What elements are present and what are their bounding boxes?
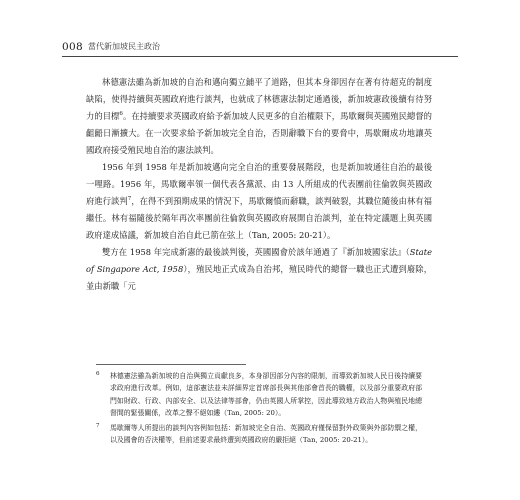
footnote-7: [96, 422, 422, 447]
paragraph-1: [86, 74, 432, 159]
paragraph-2-text: 1956 年到 1958 年是新加坡邁向完全自治的重要發展階段，也是新加坡通往自治的最後一哩路。1956 年，馬歇爾率領一個代表各黨派、由 13 人所組成的代表團前往倫敦與英國政府進行談判: [86, 162, 432, 206]
paragraph-3-text-b: ），殖民地正式成為自治邦，殖民時代的總督一職也正式遭到廢除，並由新職「元: [86, 264, 432, 291]
footnote-text: 馬歇爾等人所提出的談判內容例如包括：新加坡完全自治、英國政府僅保留對外政策與外部防禦之權，以及國會的否決權等，但前述要求最終遭到英國政府的嚴拒絕（Tan, 2005: 20-21）。: [110, 423, 422, 445]
paragraph-2-cont: ，在得不到預期成果的情況下，馬歇爾憤而辭職，談判破裂，其職位隨後由林有福繼任。林有福隨後於隔年再次率團前往倫敦與英國政府展開自治談判，並在特定議題上與英國政府達成協議，新加坡自治自此已箭在弦上（Tan, 2005: 20-21）。: [86, 196, 432, 240]
running-title: 當代新加坡民主政治: [88, 42, 160, 51]
paragraph-3-text-a: 雙方在 1958 年完成新憲的最後談判後，英國國會於該年通過了『新加坡國家法』（: [102, 247, 410, 257]
paragraph-3: [86, 244, 432, 295]
footnote-ref-6[interactable]: 6: [119, 111, 123, 118]
act-title-italic: State of Singapore Act, 1958: [86, 247, 432, 274]
header-rule: [62, 56, 458, 57]
footnotes: [96, 370, 422, 448]
footnote-ref-7[interactable]: 7: [127, 196, 132, 203]
paragraph-2: [86, 159, 432, 244]
paragraph-1-text: 林德憲法雖為新加坡的自治和邁向獨立鋪平了道路，但其本身卻因存在著有待超克的制度缺陷，使得持續與英國政府進行談判，也就成了林德憲法制定通過後，新加坡憲政後續有待努力的目標: [86, 77, 432, 121]
footnote-marker: 6: [96, 371, 100, 377]
paragraph-1-cont: 。在持續要求英國政府給予新加坡人民更多的自治權限下，馬歇爾與英國殖民總督的齟齬日漸擴大。在一次要求給予新加坡完全自治，否則辭職下台的要脅中，馬歇爾成功地讓英國政府接受殖民地自治的憲法談判。: [86, 111, 432, 155]
running-header: [62, 40, 458, 54]
page-number: 008: [62, 41, 83, 53]
footnote-6: [96, 370, 422, 420]
footnote-text: 林德憲法雖為新加坡的自治與獨立貢獻良多，本身卻因部分內容的限制，而導致新加坡人民日後持續要求政府進行改革。例如，這部憲法並未詳細界定首席部長與其他部會首長的職權，以及部分重要政府部門如財政、行政、內部安全、以及法律等部會，仍由英國人所掌控，因此導致地方政治人物與殖民地總督間的緊張關係，改革之聲不絕如縷（Tan, 2005: 20）。: [110, 372, 422, 418]
footnote-rule: [96, 364, 246, 365]
main-text: [86, 74, 432, 295]
footnote-marker: 7: [96, 422, 100, 429]
